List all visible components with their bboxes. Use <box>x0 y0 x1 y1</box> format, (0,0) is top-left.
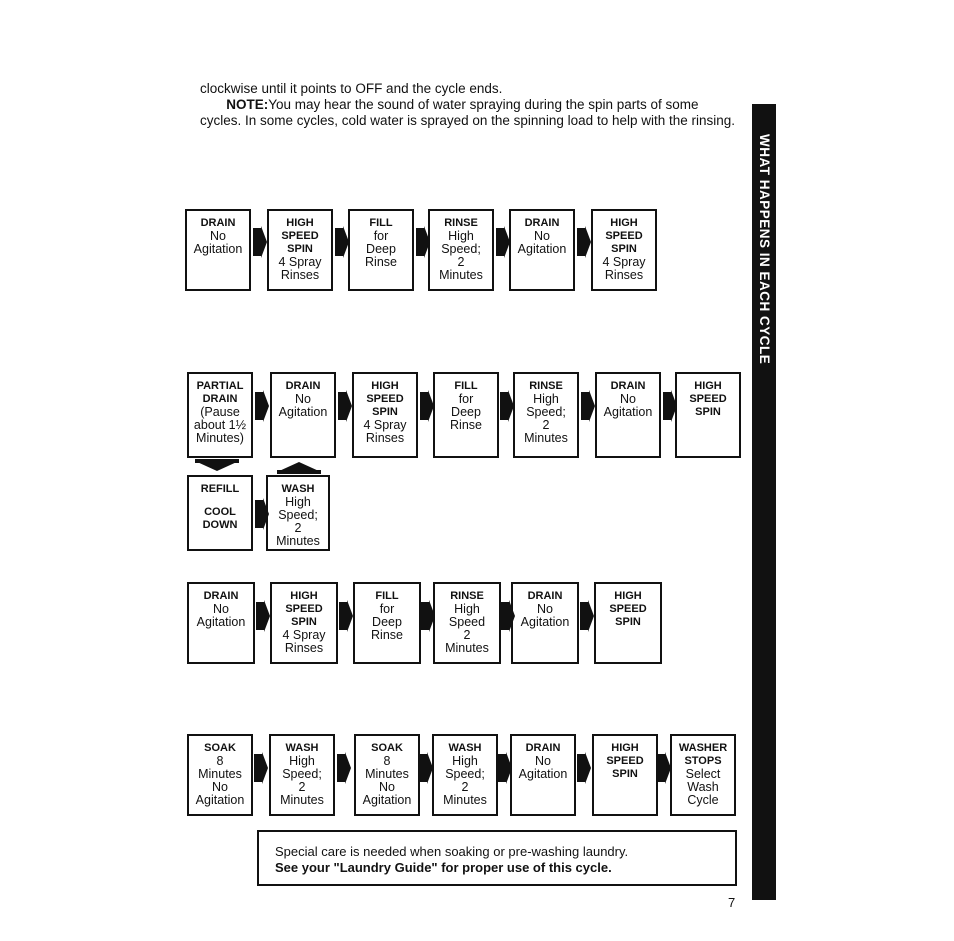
step-title: SPIN <box>372 406 398 418</box>
step-title: DRAIN <box>610 380 646 392</box>
step-title: SPEED <box>366 393 404 405</box>
step-box-high-speed-spin <box>591 209 657 291</box>
step-title: SPIN <box>695 406 721 418</box>
step-detail: No <box>535 754 551 768</box>
flow-arrow-icon <box>253 228 261 256</box>
step-detail: Speed <box>448 615 486 629</box>
step-box-rinse <box>428 209 494 291</box>
step-box-high-speed-spin <box>270 582 338 664</box>
step-title: WASH <box>281 483 315 495</box>
step-title: DRAIN <box>525 742 561 754</box>
step-title: HIGH <box>371 380 399 392</box>
step-detail: 2 <box>457 255 465 269</box>
flow-arrow-icon <box>419 754 427 782</box>
step-title: DRAIN <box>527 590 563 602</box>
note-paragraph <box>200 97 740 129</box>
step-detail: Minutes <box>445 641 489 655</box>
step-detail: Rinse <box>371 628 403 642</box>
step-title: SPEED <box>606 755 644 767</box>
note-box-line-1: Special care is needed when soaking or pre-washing laundry. <box>275 844 629 859</box>
step-title: SPIN <box>615 616 641 628</box>
step-detail: Deep <box>451 405 481 419</box>
step-detail: No <box>295 392 311 406</box>
sidebar-title: WHAT HAPPENS IN EACH CYCLE <box>757 133 772 365</box>
step-detail: High <box>452 754 478 768</box>
step-box-wash <box>266 475 330 551</box>
step-detail: High <box>533 392 559 406</box>
step-detail: Minutes <box>365 767 409 781</box>
step-detail: High <box>448 229 474 243</box>
step-title: HIGH <box>610 217 638 229</box>
step-title: DRAIN <box>285 380 321 392</box>
step-title: SPIN <box>612 768 638 780</box>
step-detail: Speed; <box>441 242 481 256</box>
note-box-line-2: See your "Laundry Guide" for proper use of this cycle. <box>275 860 612 875</box>
step-box-wash <box>432 734 498 816</box>
step-box-drain <box>509 209 575 291</box>
step-box-washer-stops <box>670 734 736 816</box>
step-detail: 4 Spray <box>602 255 646 269</box>
step-title: HIGH <box>611 742 639 754</box>
flow-arrow-icon <box>501 602 509 630</box>
step-detail: Speed; <box>278 508 318 522</box>
step-box-drain <box>510 734 576 816</box>
step-box-rinse <box>433 582 501 664</box>
step-detail: Select <box>685 767 721 781</box>
flow-arrow-icon <box>337 754 345 782</box>
step-detail: Minutes <box>276 534 320 548</box>
step-title: DRAIN <box>203 590 239 602</box>
step-detail: No <box>210 229 226 243</box>
flow-arrow-icon <box>498 754 506 782</box>
step-box-soak <box>354 734 420 816</box>
step-title: SPIN <box>287 243 313 255</box>
step-detail: Agitation <box>362 793 412 807</box>
step-detail: COOL <box>204 506 236 518</box>
flow-arrow-icon <box>420 392 428 420</box>
step-title: SPEED <box>605 230 643 242</box>
step-title: HIGH <box>614 590 642 602</box>
flow-arrow-icon <box>577 228 585 256</box>
step-detail: No <box>537 602 553 616</box>
flow-arrow-icon <box>657 754 665 782</box>
flow-arrow-icon <box>577 754 585 782</box>
step-detail: Agitation <box>278 405 328 419</box>
step-detail: Minutes <box>439 268 483 282</box>
step-detail: Minutes <box>443 793 487 807</box>
flow-arrow-icon <box>335 228 343 256</box>
flow-arrow-icon <box>581 392 589 420</box>
step-title: WASH <box>285 742 319 754</box>
step-box-high-speed-spin <box>675 372 741 458</box>
step-title: RINSE <box>450 590 484 602</box>
flow-arrow-icon <box>421 602 429 630</box>
step-box-fill <box>348 209 414 291</box>
step-detail: DOWN <box>202 519 238 531</box>
intro-text <box>200 81 740 129</box>
flow-arrow-icon <box>255 500 263 528</box>
step-detail: for <box>373 229 389 243</box>
flow-arrow-icon <box>255 392 263 420</box>
step-box-fill <box>353 582 421 664</box>
step-detail: Rinse <box>450 418 482 432</box>
step-detail: No <box>620 392 636 406</box>
step-title: RINSE <box>444 217 478 229</box>
step-detail: Agitation <box>195 793 245 807</box>
step-detail: Rinses <box>365 431 405 445</box>
step-detail: Agitation <box>517 242 567 256</box>
step-detail: Rinses <box>280 268 320 282</box>
flow-arrow-icon <box>580 602 588 630</box>
step-title: WASHER <box>678 742 728 754</box>
step-detail: Rinses <box>284 641 324 655</box>
page-number: 7 <box>728 895 736 910</box>
step-detail: 2 <box>463 628 471 642</box>
step-detail: 4 Spray <box>282 628 326 642</box>
step-detail: Agitation <box>603 405 653 419</box>
step-detail: (Pause <box>200 405 240 419</box>
step-box-high-speed-spin <box>594 582 662 664</box>
step-detail: High <box>289 754 315 768</box>
step-detail: Wash <box>687 780 719 794</box>
step-detail: No <box>212 780 228 794</box>
step-box-drain <box>185 209 251 291</box>
step-detail: Agitation <box>196 615 246 629</box>
flow-arrow-icon <box>256 602 264 630</box>
step-title: DRAIN <box>200 217 236 229</box>
step-title: REFILL <box>200 483 240 495</box>
step-box-high-speed-spin <box>352 372 418 458</box>
step-title: SPIN <box>291 616 317 628</box>
step-detail: 4 Spray <box>363 418 407 432</box>
step-box-soak <box>187 734 253 816</box>
flow-arrow-icon <box>500 392 508 420</box>
flow-arrow-icon <box>663 392 671 420</box>
step-detail: Agitation <box>520 615 570 629</box>
step-box-drain <box>595 372 661 458</box>
step-title: SPIN <box>611 243 637 255</box>
step-detail: High <box>285 495 311 509</box>
step-title: HIGH <box>290 590 318 602</box>
step-detail: Minutes <box>198 767 242 781</box>
step-title: SPEED <box>609 603 647 615</box>
step-title: WASH <box>448 742 482 754</box>
step-detail: Rinses <box>604 268 644 282</box>
vertical-arrows-icon <box>195 459 355 475</box>
step-detail: Agitation <box>193 242 243 256</box>
flow-arrow-icon <box>254 754 262 782</box>
step-box-drain <box>270 372 336 458</box>
step-title: STOPS <box>684 755 722 767</box>
step-detail: No <box>379 780 395 794</box>
note-text: You may hear the sound of water spraying during the spin parts of some cycles. In some cycles, cold water is sprayed on the spinning load to help with the rinsing. <box>200 97 736 128</box>
step-detail: for <box>379 602 395 616</box>
step-detail: Speed; <box>526 405 566 419</box>
step-title: HIGH <box>286 217 314 229</box>
step-box-refill <box>187 475 253 551</box>
step-detail: about 1½ <box>193 418 247 432</box>
step-box-high-speed-spin <box>592 734 658 816</box>
step-detail: Cycle <box>687 793 719 807</box>
step-detail: Agitation <box>518 767 568 781</box>
flow-arrow-icon <box>339 602 347 630</box>
step-title: DRAIN <box>202 393 238 405</box>
step-box-wash <box>269 734 335 816</box>
step-detail: Deep <box>372 615 402 629</box>
step-title: SOAK <box>204 742 236 754</box>
flow-arrow-icon <box>416 228 424 256</box>
step-detail: Minutes) <box>196 431 244 445</box>
step-box-drain <box>187 582 255 664</box>
step-title: FILL <box>375 590 399 602</box>
step-detail: Speed; <box>282 767 322 781</box>
step-title: HIGH <box>694 380 722 392</box>
step-detail: 4 Spray <box>278 255 322 269</box>
step-title: SPEED <box>689 393 727 405</box>
flow-arrow-icon <box>338 392 346 420</box>
step-box-fill <box>433 372 499 458</box>
step-title: RINSE <box>529 380 563 392</box>
step-detail: 8 <box>383 754 391 768</box>
step-detail: 2 <box>298 780 306 794</box>
step-box-drain <box>511 582 579 664</box>
step-box-rinse <box>513 372 579 458</box>
step-detail: No <box>534 229 550 243</box>
intro-line-1: clockwise until it points to OFF and the cycle ends. <box>200 81 503 96</box>
flow-arrow-icon <box>496 228 504 256</box>
note-label: NOTE: <box>226 97 269 112</box>
step-box-partial-drain <box>187 372 253 458</box>
step-box-high-speed-spin <box>267 209 333 291</box>
step-title: DRAIN <box>524 217 560 229</box>
step-detail: Minutes <box>524 431 568 445</box>
step-title: FILL <box>369 217 393 229</box>
step-detail: 8 <box>216 754 224 768</box>
step-title: SPEED <box>281 230 319 242</box>
step-detail: Speed; <box>445 767 485 781</box>
step-detail: 2 <box>461 780 469 794</box>
step-detail: High <box>454 602 480 616</box>
step-detail: Rinse <box>365 255 397 269</box>
step-title: FILL <box>454 380 478 392</box>
step-detail: Deep <box>366 242 396 256</box>
step-detail: for <box>458 392 474 406</box>
step-detail: Minutes <box>280 793 324 807</box>
step-detail: 2 <box>294 521 302 535</box>
step-detail: No <box>213 602 229 616</box>
step-title: SOAK <box>371 742 403 754</box>
step-title: SPEED <box>285 603 323 615</box>
step-title: PARTIAL <box>196 380 244 392</box>
step-detail: 2 <box>542 418 550 432</box>
special-care-note <box>257 830 737 886</box>
